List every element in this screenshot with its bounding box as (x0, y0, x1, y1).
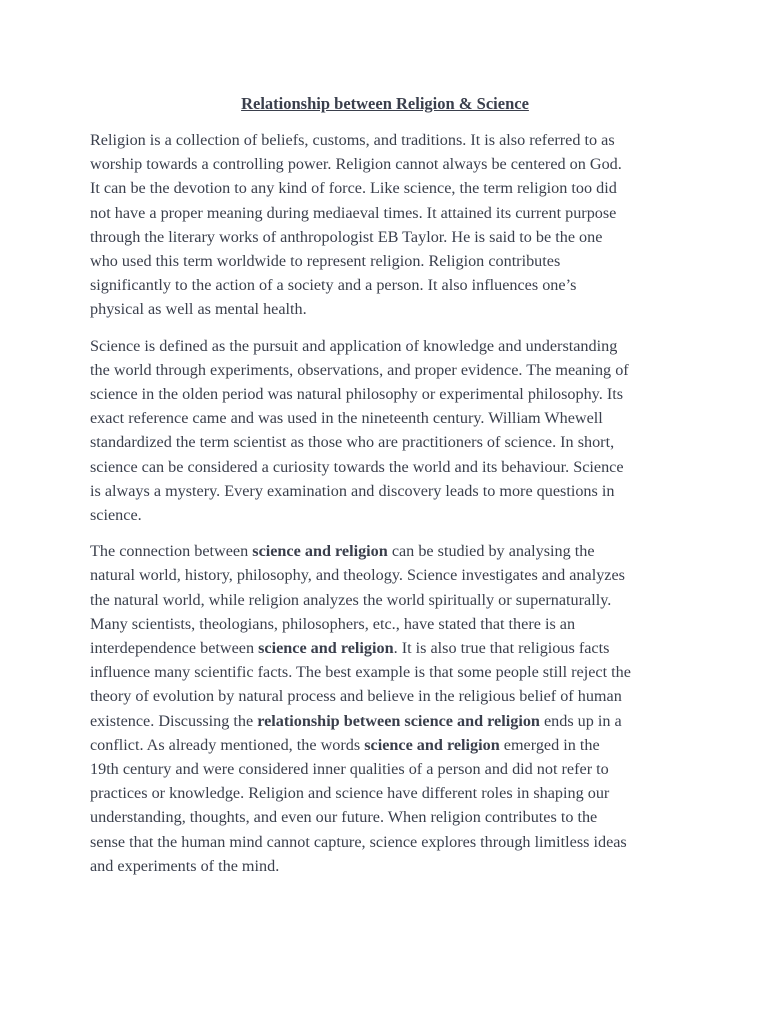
text-segment: theory of evolution by natural process and believe in the religious belief of human (90, 687, 622, 706)
text-line (90, 201, 680, 225)
paragraph (90, 128, 680, 322)
text-segment: Science is defined as the pursuit and application of knowledge and understanding (90, 336, 618, 355)
text-segment: It can be the devotion to any kind of force. Like science, the term religion too did (90, 179, 617, 198)
text-segment: exact reference came and was used in the nineteenth century. William Whewell (90, 409, 603, 428)
text-segment: science can be considered a curiosity towards the world and its behaviour. Science (90, 457, 624, 476)
text-line (90, 273, 680, 297)
text-segment: physical as well as mental health. (90, 300, 307, 319)
text-segment: practices or knowledge. Religion and science have different roles in shaping our (90, 784, 610, 803)
text-segment: science in the olden period was natural philosophy or experimental philosophy. Its (90, 385, 624, 404)
text-line (90, 757, 680, 781)
bold-phrase: science and religion (364, 735, 500, 754)
text-line (90, 539, 680, 563)
text-line (90, 382, 680, 406)
text-line (90, 805, 680, 829)
text-segment: standardized the term scientist as those who are practitioners of science. In short, (90, 433, 615, 452)
text-line (90, 636, 680, 660)
text-line (90, 297, 680, 321)
text-line (90, 830, 680, 854)
paragraph (90, 334, 680, 528)
text-segment: ends up in a (539, 711, 622, 730)
paragraph-container (90, 128, 680, 878)
text-line (90, 249, 680, 273)
text-segment: worship towards a controlling power. Religion cannot always be centered on God. (90, 155, 622, 174)
text-segment: understanding, thoughts, and even our future. When religion contributes to the (90, 808, 598, 827)
text-line (90, 430, 680, 454)
text-segment: existence. Discussing the (90, 711, 258, 730)
text-line (90, 479, 680, 503)
text-line (90, 660, 680, 684)
text-line (90, 733, 680, 757)
text-line (90, 455, 680, 479)
text-line (90, 406, 680, 430)
text-line (90, 563, 680, 587)
text-segment: interdependence between (90, 639, 259, 658)
text-line (90, 612, 680, 636)
text-segment: the natural world, while religion analyzes the world spiritually or supernaturally. (90, 590, 612, 609)
text-line (90, 128, 680, 152)
text-line (90, 334, 680, 358)
text-segment: science. (90, 506, 142, 525)
bold-phrase: science and religion (258, 639, 394, 658)
document-title: Relationship between Religion & Science (241, 94, 529, 113)
text-line (90, 781, 680, 805)
text-segment: Many scientists, theologians, philosophers, etc., have stated that there is an (90, 614, 576, 633)
text-line (90, 503, 680, 527)
text-line (90, 358, 680, 382)
text-line (90, 854, 680, 878)
text-line (90, 684, 680, 708)
text-segment: and experiments of the mind. (90, 856, 280, 875)
text-segment: 19th century and were considered inner qualities of a person and did not refer to (90, 760, 609, 779)
text-line (90, 152, 680, 176)
text-segment: is always a mystery. Every examination and discovery leads to more questions in (90, 481, 615, 500)
text-segment: . It is also true that religious facts (393, 639, 610, 658)
text-line (90, 225, 680, 249)
text-line (90, 588, 680, 612)
text-segment: influence many scientific facts. The best example is that some people still reject the (90, 663, 631, 682)
text-segment: can be studied by analysing the (387, 542, 595, 561)
text-segment: sense that the human mind cannot capture, science explores through limitless ideas (90, 832, 627, 851)
text-segment: significantly to the action of a society and a person. It also influences one’s (90, 276, 577, 295)
bold-phrase: relationship between science and religion (257, 711, 540, 730)
text-segment: Religion is a collection of beliefs, customs, and traditions. It is also referred to as (90, 131, 615, 149)
text-line (90, 176, 680, 200)
text-segment: natural world, history, philosophy, and theology. Science investigates and analyzes (90, 566, 625, 585)
text-segment: The connection between (90, 542, 253, 561)
text-segment: the world through experiments, observations, and proper evidence. The meaning of (90, 360, 629, 379)
bold-phrase: science and religion (252, 542, 388, 561)
text-segment: through the literary works of anthropologist EB Taylor. He is said to be the one (90, 227, 603, 246)
text-line (90, 709, 680, 733)
text-segment: who used this term worldwide to represent religion. Religion contributes (90, 252, 561, 271)
paragraph (90, 539, 680, 878)
text-segment: emerged in the (499, 735, 600, 754)
text-segment: not have a proper meaning during mediaeval times. It attained its current purpose (90, 203, 617, 222)
document-body (90, 92, 680, 890)
text-segment: conflict. As already mentioned, the words (90, 735, 365, 754)
